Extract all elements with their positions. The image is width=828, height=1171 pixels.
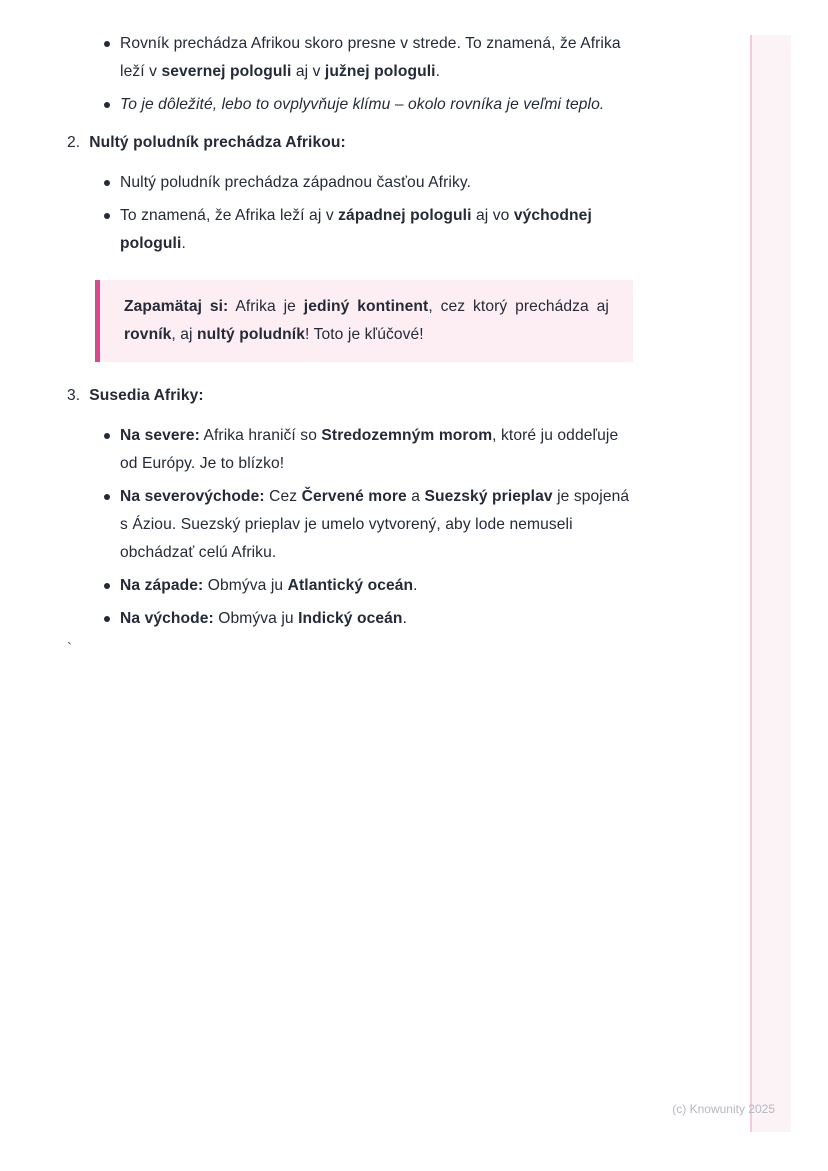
text-run: Obmýva ju — [203, 577, 288, 594]
text-run: aj v — [291, 63, 325, 80]
text-run: východnej pologuli — [120, 207, 592, 252]
text-run: , ktoré ju oddeľuje od Európy. Je to blízko! — [120, 427, 619, 472]
text-run: To znamená, že Afrika leží aj v — [120, 207, 339, 224]
text-run: západnej pologuli — [338, 207, 472, 224]
list-item — [120, 483, 633, 567]
text-run: Stredozemným morom — [321, 427, 493, 444]
text-run: severnej pologuli — [161, 63, 292, 80]
text-run: Nultý poludník prechádza západnou časťou Afriky. — [120, 174, 472, 191]
text-run: . — [181, 235, 186, 252]
text-run: Na východe: — [120, 610, 214, 627]
numbered-heading — [67, 382, 633, 410]
text-run: aj vo — [471, 207, 514, 224]
list-item — [120, 30, 633, 86]
text-run: jediný kontinent — [303, 298, 429, 315]
heading-text — [89, 134, 346, 151]
text-run: Obmýva ju — [213, 610, 299, 627]
text-run: , cez ktorý prechádza aj — [428, 298, 609, 315]
copyright-footer: (c) Knowunity 2025 — [672, 1102, 775, 1116]
document-content — [67, 30, 633, 638]
text-run: Zapamätaj si: — [124, 298, 229, 315]
text-run: Nultý poludník prechádza Afrikou: — [89, 134, 346, 151]
list-number: 3. — [67, 387, 81, 404]
heading-text — [89, 387, 203, 404]
text-run: Na západe: — [120, 577, 204, 594]
text-run: Atlantický oceán — [287, 577, 414, 594]
callout-box — [95, 280, 633, 362]
bullet-list — [67, 169, 633, 258]
text-run: . — [402, 610, 407, 627]
text-run: Červené more — [301, 488, 407, 505]
list-item — [120, 91, 633, 119]
text-run: , aj — [171, 326, 198, 343]
text-run: . — [435, 63, 441, 80]
bullet-list — [67, 30, 633, 119]
text-run: Indický oceán — [298, 610, 403, 627]
text-run: Na severovýchode: — [120, 488, 265, 505]
text-run: . — [413, 577, 418, 594]
text-run: Cez — [264, 488, 302, 505]
list-number: 2. — [67, 134, 81, 151]
text-run: rovník — [124, 326, 172, 343]
text-run: Rovník prechádza Afrikou skoro presne v strede. To znamená, že Afrika leží v — [120, 35, 621, 80]
list-item — [120, 605, 633, 633]
bullet-list — [67, 422, 633, 633]
text-run: Na severe: — [120, 427, 200, 444]
numbered-heading — [67, 129, 633, 157]
text-run: Susedia Afriky: — [89, 387, 204, 404]
text-run: Afrika je — [228, 298, 304, 315]
text-run: a — [406, 488, 425, 505]
list-item — [120, 422, 633, 478]
callout-text — [124, 293, 609, 349]
text-run: nultý poludník — [197, 326, 305, 343]
right-page-edge-strip — [750, 35, 791, 1132]
text-run: južnej pologuli — [324, 63, 436, 80]
list-item — [120, 202, 633, 258]
list-item — [120, 572, 633, 600]
text-run: ! Toto je kľúčové! — [305, 326, 424, 343]
stray-backtick-mark: ` — [67, 640, 72, 657]
list-item — [120, 169, 633, 197]
text-run: Suezský prieplav — [424, 488, 553, 505]
text-run: Afrika hraničí so — [199, 427, 322, 444]
text-run: je spojená s Áziou. Suezský prieplav je umelo vytvorený, aby lode nemuseli obchádzať celú Afriku. — [120, 488, 630, 561]
text-run: To je dôležité, lebo to ovplyvňuje klímu – okolo rovníka je veľmi teplo. — [120, 96, 605, 113]
